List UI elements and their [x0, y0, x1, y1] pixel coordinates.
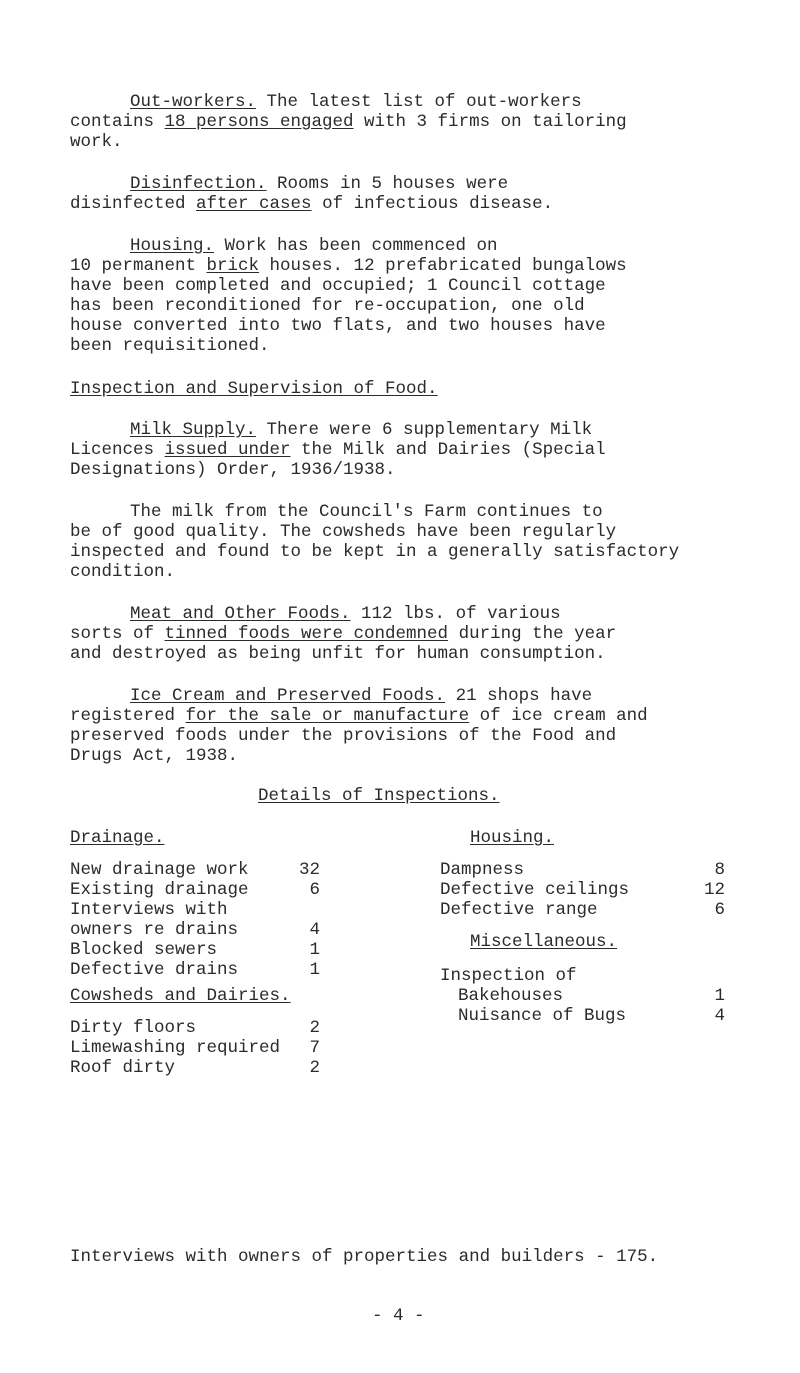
- outworkers-paragraph: [70, 92, 730, 152]
- drainage-table: [70, 828, 360, 980]
- meat-line-2: sorts of tinned foods were condemned during the year: [70, 624, 617, 644]
- table-row: Roof dirty 2: [70, 1058, 320, 1078]
- disinfection-line-2: disinfected after cases of infectious disease.: [70, 194, 554, 214]
- housing-line-2: 10 permanent brick houses. 12 prefabricated bungalows: [70, 256, 627, 276]
- table-row: Inspection of: [440, 966, 577, 986]
- table-row: Nuisance of Bugs 4: [458, 1006, 725, 1026]
- milk-line-1: Milk Supply. There were 6 supplementary Milk: [130, 420, 593, 440]
- table-row: Limewashing required 7: [70, 1038, 320, 1058]
- cowsheds-heading: Cowsheds and Dairies.: [70, 986, 291, 1006]
- outworkers-heading: Out-workers.: [130, 92, 257, 112]
- table-row: Defective ceilings 12: [440, 880, 725, 900]
- drainage-heading: Drainage.: [70, 828, 165, 848]
- table-row: New drainage work 32: [70, 860, 320, 880]
- misc-heading: Miscellaneous.: [470, 932, 618, 952]
- table-row: Blocked sewers 1: [70, 940, 320, 960]
- table-row: Dirty floors 2: [70, 1018, 320, 1038]
- table-row: Dampness 8: [440, 860, 725, 880]
- icecream-paragraph: Ice Cream and Preserved Foods. 21 shops have registered for the sale or manufacture of ice cream and preserved foods under the provisions of the Food and Drugs Act, 1938.: [70, 686, 730, 766]
- icecream-heading: Ice Cream and Preserved Foods.: [130, 686, 446, 706]
- table-row: Bakehouses 1: [458, 986, 725, 1006]
- meat-paragraph: Meat and Other Foods. 112 lbs. of various sorts of tinned foods were condemned during the year and destroyed as being unfit for human consumption.: [70, 604, 730, 664]
- housing-table: [440, 828, 740, 920]
- food-section-heading: Inspection and Supervision of Food.: [70, 379, 438, 399]
- details-heading: Details of Inspections.: [258, 786, 500, 806]
- outworkers-line-2: contains 18 persons engaged with 3 firms on tailoring: [70, 112, 627, 132]
- disinfection-line-1: Disinfection. Rooms in 5 houses were: [130, 174, 509, 194]
- outworkers-line-3: work.: [70, 132, 123, 152]
- page-number: - 4 -: [372, 1306, 425, 1326]
- icecream-line-2: registered for the sale or manufacture of ice cream and: [70, 706, 648, 726]
- outworkers-line-1: Out-workers. The latest list of out-workers: [130, 92, 582, 112]
- housing-table-heading: Housing.: [470, 828, 555, 848]
- table-row: owners re drains 4: [70, 920, 320, 940]
- farm-paragraph: The milk from the Council's Farm continues to be of good quality. The cowsheds have been regularly inspected and found to be kept in a generally satisfactory condition.: [70, 502, 680, 582]
- meat-line-1: Meat and Other Foods. 112 lbs. of various: [130, 604, 561, 624]
- milk-paragraph: Milk Supply. There were 6 supplementary Milk Licences issued under the Milk and Dairies (Special Designations) Order, 1936/1938.: [70, 420, 730, 480]
- milk-heading: Milk Supply.: [130, 420, 257, 440]
- housing-paragraph: Housing. Work has been commenced on 10 permanent brick houses. 12 prefabricated bungalows have been completed and occupied; 1 Council cottage has been reconditioned for re-occupation, one old house converted into two flats, and two houses have been requisitioned.: [70, 236, 730, 356]
- table-row: Existing drainage 6: [70, 880, 320, 900]
- meat-heading: Meat and Other Foods.: [130, 604, 351, 624]
- housing-heading: Housing.: [130, 236, 215, 256]
- milk-line-2: Licences issued under the Milk and Dairies (Special: [70, 440, 606, 460]
- cowsheds-table: [70, 986, 360, 1078]
- misc-table: [440, 932, 740, 1026]
- disinfection-heading: Disinfection.: [130, 174, 267, 194]
- table-row: Defective range 6: [440, 900, 725, 920]
- disinfection-paragraph: [70, 174, 730, 214]
- icecream-line-1: Ice Cream and Preserved Foods. 21 shops have: [130, 686, 593, 706]
- table-row: Defective drains 1: [70, 960, 320, 980]
- table-row: Interviews with: [70, 900, 228, 920]
- interviews-footer: Interviews with owners of properties and builders - 175.: [70, 1247, 659, 1267]
- housing-line-1: Housing. Work has been commenced on: [130, 236, 498, 256]
